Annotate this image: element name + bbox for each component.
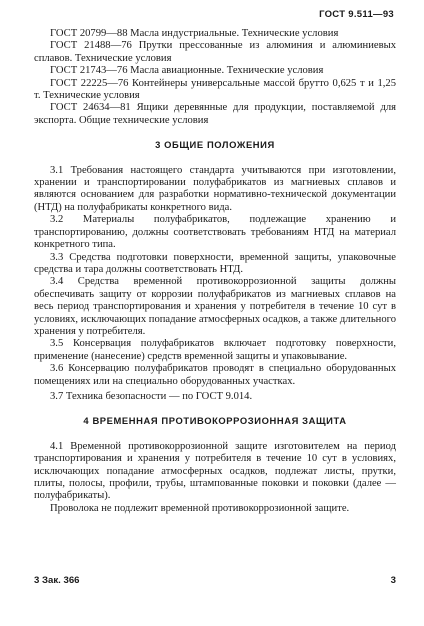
paragraph: 3.2 Материалы полуфабрикатов, подлежащие хранению и транспортированию, должны соответствовать требованиям НТД на материал конкретного типа. [34,214,396,251]
section-3-heading: 3 ОБЩИЕ ПОЛОЖЕНИЯ [155,139,275,151]
reference-item: ГОСТ 21743—76 Масла авиационные. Технические условия [50,65,324,77]
print-order-note: 3 Зак. 366 [34,575,80,586]
paragraph: 3.1 Требования настоящего стандарта учитываются при изготовлении, хранении и транспортировании полуфабрикатов из магниевых сплавов и являются основанием для разработки нормативно-технической документации (НТД) на полуфабрикаты конкретного вида. [34,164,396,213]
page-footer [34,575,396,586]
paragraph: 3.6 Консервацию полуфабрикатов проводят в специально оборудованных помещениях или на специально оборудованных участках. [34,363,396,387]
section-3-content [34,165,396,404]
reference-item: ГОСТ 21488—76 Прутки прессованные из алюминия и алюминиевых сплавов. Технические условия [34,40,396,64]
section-4-content [34,441,396,515]
paragraph: 3.5 Консервация полуфабрикатов включает подготовку поверхности, применение (нанесение) средств временной защиты и упаковывание. [34,338,396,362]
reference-item: ГОСТ 22225—76 Контейнеры универсальные массой брутто 0,625 т и 1,25 т. Технические условия [34,77,396,102]
paragraph: Проволока не подлежит временной противокоррозионной защите. [50,502,350,514]
reference-item: ГОСТ 20799—88 Масла индустриальные. Технические условия [50,28,339,39]
paragraph: 3.7 Техника безопасности — по ГОСТ 9.014. [50,390,253,402]
reference-list [34,28,396,127]
paragraph: 4.1 Временной противокоррозионной защите изготовителем на период транспортирования и хранения у потребителя в течение 10 сут в условиях, исключающих попадание атмосферных осадков, подлежат листы, прутки, плиты, полосы, профили, трубы, штампованные поковки и поковки (далее — полуфабрикаты). [34,440,396,502]
paragraph: 3.4 Средства временной противокоррозионной защиты должны обеспечивать защиту от коррозии полуфабрикатов из магниевых сплавов на весь период транспортирования и хранения у потребителя в течение 10 сут в условиях, исключающих попадание атмосферных осадков, а также длительного хранения у потребителя. [34,276,396,337]
section-4-heading: 4 ВРЕМЕННАЯ ПРОТИВОКОРРОЗИОННАЯ ЗАЩИТА [83,415,347,427]
document-body [34,28,396,515]
paragraph: 3.3 Средства подготовки поверхности, временной защиты, упаковочные средства и тара должны соответствовать НТД. [34,251,396,275]
page-number: 3 [390,575,396,586]
reference-item: ГОСТ 24634—81 Ящики деревянные для продукции, поставляемой для экспорта. Общие технические условия [34,102,396,126]
standard-code-header: ГОСТ 9.511—93 [319,9,394,20]
